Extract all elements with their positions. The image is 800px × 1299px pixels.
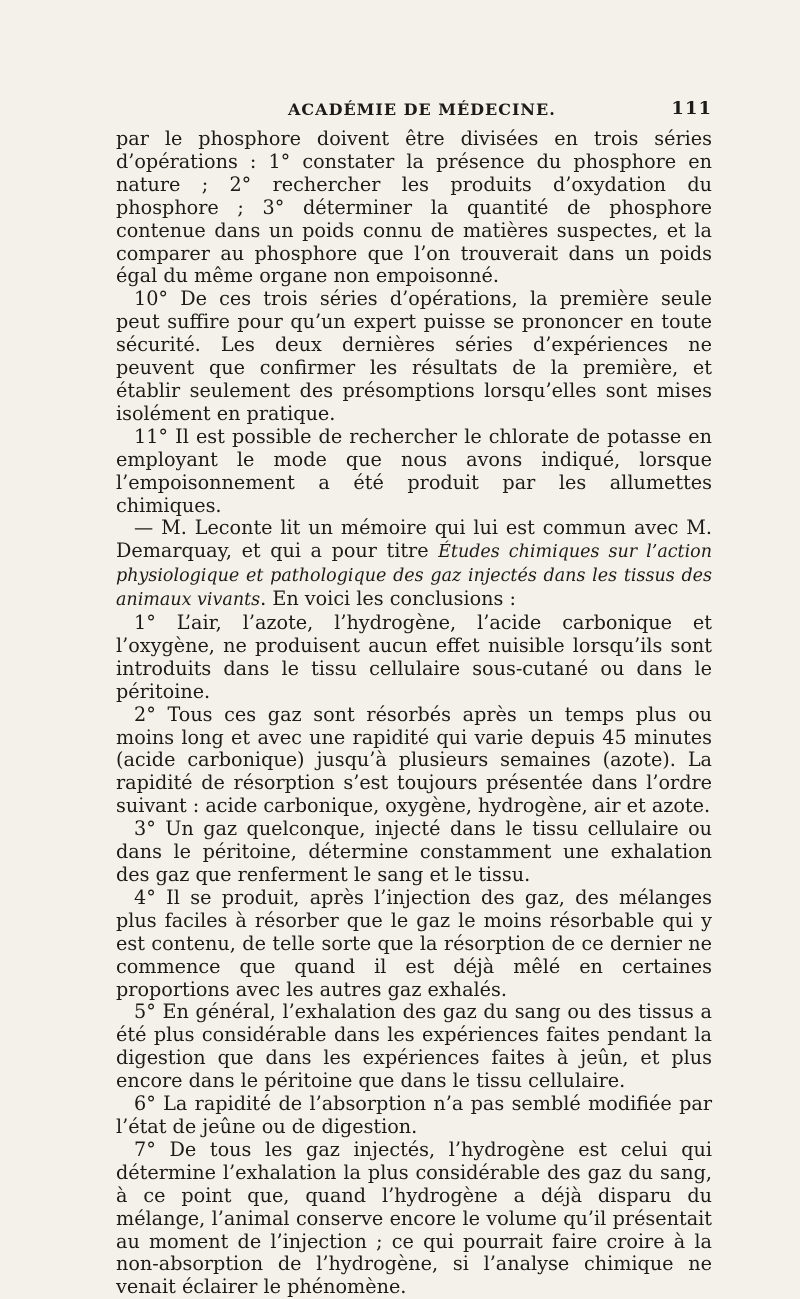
- conclusion-1: 1° L’air, l’azote, l’hydrogène, l’acide carbonique et l’oxygène, ne produisent aucun effet nuisible lorsqu’ils sont introduits dans le tissu cellulaire sous-cutané ou dans le péritoine.: [116, 611, 712, 703]
- running-header: [116, 98, 712, 128]
- conclusion-3: 3° Un gaz quelconque, injecté dans le tissu cellulaire ou dans le péritoine, détermine constamment une exhalation des gaz que renferment le sang et le tissu.: [116, 817, 712, 886]
- paragraph-point-10: 10° De ces trois séries d’opérations, la première seule peut suffire pour qu’un expert puisse se prononcer en toute sécurité. Les deux dernières séries d’expériences ne peuvent que confirmer les résultats de la première, et établir seulement des présomptions lorsqu’elles sont mises isolément en pratique.: [116, 287, 712, 425]
- paragraph-point-11: 11° Il est possible de rechercher le chlorate de potasse en employant le mode que nous avons indiqué, lorsque l’empoisonnement a été produit par les allumettes chimiques.: [116, 424, 712, 517]
- memoir-title: Études chimiques sur l’action physiologique et pathologique des gaz injectés dans les tissus des animaux vivants: [116, 542, 712, 611]
- conclusion-7: 7° De tous les gaz injectés, l’hydrogène est celui qui détermine l’exhalation la plus considérable des gaz du sang, à ce point que, quand l’hydrogène a déjà disparu du mélange, l’animal conserve encore le volume qu’il présentait au moment de l’injection ; ce qui pourrait faire croire à la non-absorption de l’hydrogène, si l’analyse chimique ne venait éclairer le phénomène.: [116, 1137, 712, 1299]
- memoir-intro: — M. Leconte lit un mémoire qui lui est commun avec M. Demarquay, et qui a pour titre: [116, 516, 712, 563]
- conclusion-4: 4° Il se produit, après l’injection des gaz, des mélanges plus faciles à résorber que le gaz le moins résorbable qui y est contenu, de telle sorte que la résorption de ce dernier ne commence que quand il est déjà mêlé en certaines proportions avec les autres gaz exhalés.: [116, 885, 712, 1001]
- conclusion-6: 6° La rapidité de l’absorption n’a pas semblé modifiée par l’état de jeûne ou de digestion.: [116, 1092, 712, 1138]
- page-body: [116, 128, 712, 1299]
- paragraph-continued: par le phosphore doivent être divisées en trois séries d’opérations : 1° constater la présence du phosphore en nature ; 2° rechercher les produits d’oxydation du phosphore ; 3° déterminer la quantité de phosphore contenue dans un poids connu de matières suspectes, et la comparer au phosphore que l’on trouverait dans un poids égal du même organe non empoisonné.: [116, 127, 712, 288]
- paragraph-leconte-memoir: [116, 517, 712, 612]
- conclusion-2: 2° Tous ces gaz sont résorbés après un temps plus ou moins long et avec une rapidité qui varie depuis 45 minutes (acide carbonique) jusqu’à plusieurs semaines (azote). La rapidité de résorption s’est toujours présentée dans l’ordre suivant : acide carbonique, oxygène, hydrogène, air et azote.: [116, 702, 712, 818]
- page-number: 111: [671, 98, 712, 119]
- header-title: ACADÉMIE DE MÉDECINE.: [288, 100, 556, 119]
- conclusion-5: 5° En général, l’exhalation des gaz du sang ou des tissus a été plus considérable dans les expériences faites pendant la digestion que dans les expériences faites à jeûn, et plus encore dans le péritoine que dans le tissu cellulaire.: [116, 1000, 712, 1093]
- memoir-outro: . En voici les conclusions :: [260, 587, 516, 611]
